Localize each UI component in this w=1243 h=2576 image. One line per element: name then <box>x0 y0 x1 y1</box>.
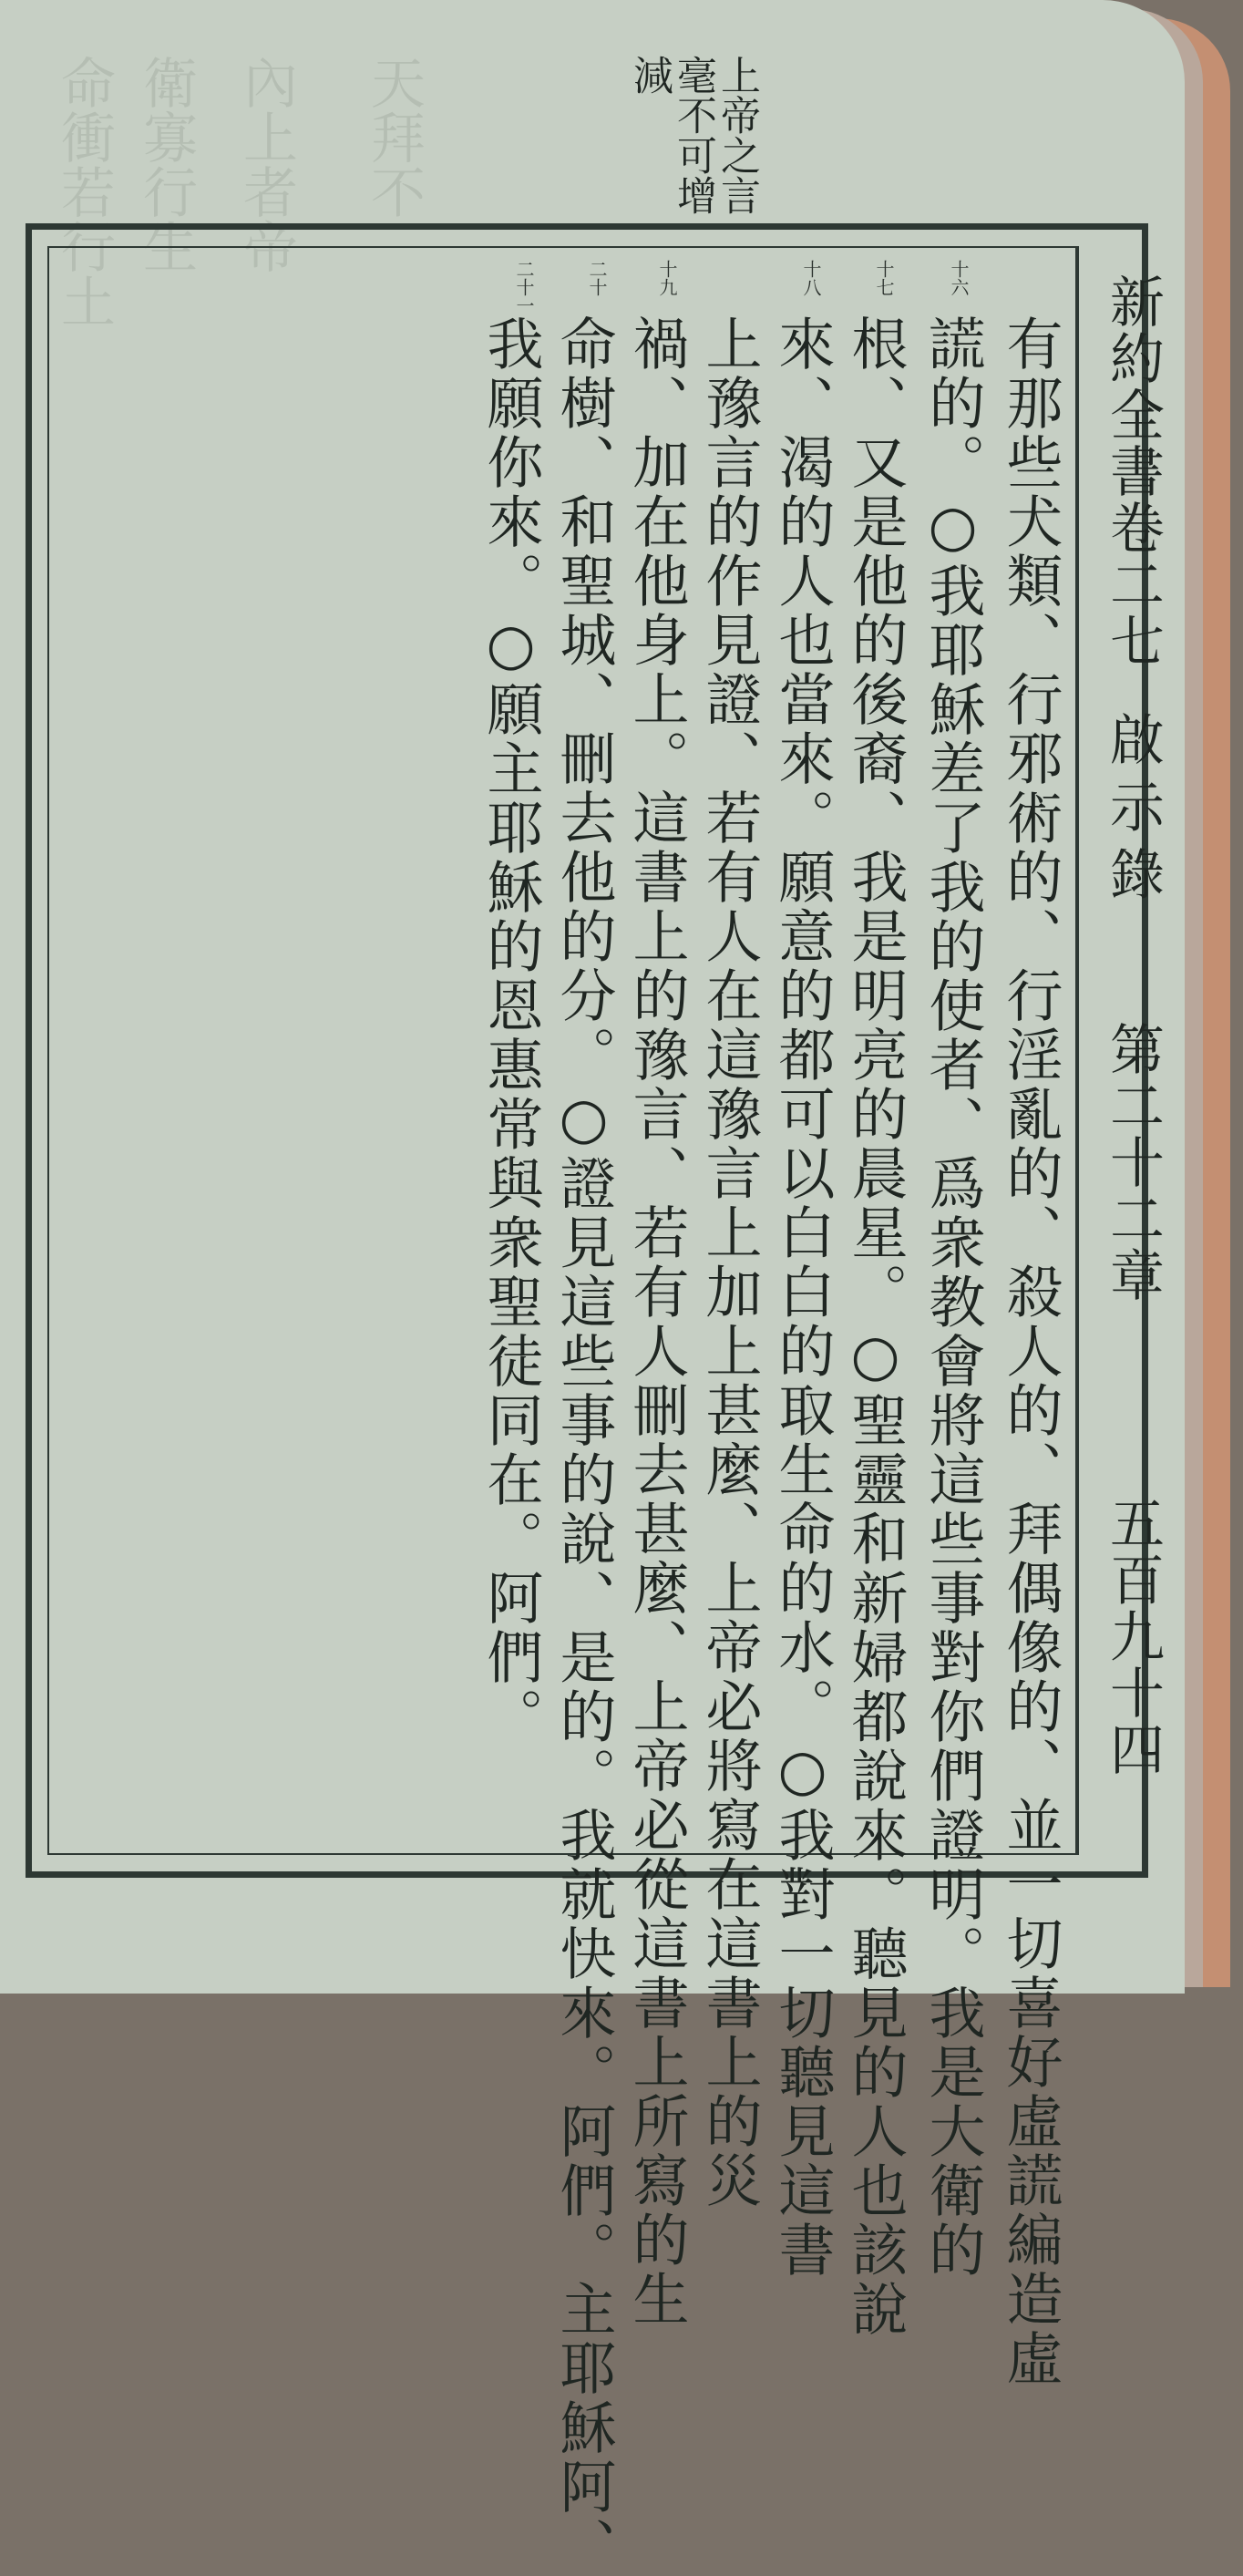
text-column-2: 謊的。○我耶穌差了我的使者、爲衆教會將這些事對你們證明。我是大衛的 <box>919 314 986 2280</box>
text-column-1: 有那些犬類、行邪術的、行淫亂的、殺人的、拜偶像的、並一切喜好虛謊編造虛 <box>997 314 1063 2388</box>
header-divider <box>1077 246 1079 1855</box>
verse-number: 十六 <box>948 260 970 296</box>
text-column-3: 根、又是他的後裔、我是明亮的晨星。○聖靈和新婦都說來。聽見的人也該說 <box>842 314 909 2339</box>
bleed-through-text: 命衝若行土 <box>52 55 116 328</box>
text-column-6: 禍、加在他身上。這書上的豫言、若有人刪去甚麼、上帝必從這書上所寫的生 <box>623 314 690 2329</box>
verse-number: 二十 <box>586 260 608 296</box>
verse-number: 十七 <box>873 260 895 296</box>
page-number: 五百九十四 <box>1101 1495 1165 1777</box>
text-column-5: 上豫言的作見證、若有人在這豫言上加上甚麼、上帝必將寫在這書上的災 <box>696 314 763 2210</box>
book-title: 新約全書卷二七 <box>1101 273 1165 669</box>
verse-number: 十八 <box>800 260 822 296</box>
bleed-through-text: 天拜不 <box>362 55 426 219</box>
text-column-7: 命樹、和聖城、刪去他的分。○證見這些事的說、是的。我就快來。阿們。主耶穌阿、 <box>550 314 617 2576</box>
margin-note-col1: 上帝之言 <box>714 55 760 215</box>
bleed-through-text: 衛寡行生 <box>134 55 198 273</box>
chapter-heading: 第二十二章 <box>1101 1021 1165 1303</box>
bleed-through-text: 內上者帝 <box>234 55 298 273</box>
margin-note-col3: 減 <box>626 55 673 95</box>
verse-number: 十九 <box>656 260 678 296</box>
margin-note-col2: 毫不可增 <box>670 55 716 215</box>
verse-number: 二十一 <box>513 260 535 314</box>
text-column-4: 來、渴的人也當來。願意的都可以白白的取生命的水。○我對一切聽見這書 <box>769 314 836 2280</box>
text-column-8: 我願你來。○願主耶穌的恩惠常與衆聖徒同在。阿們。 <box>478 314 544 1747</box>
book-name: 啟示錄 <box>1101 711 1165 913</box>
